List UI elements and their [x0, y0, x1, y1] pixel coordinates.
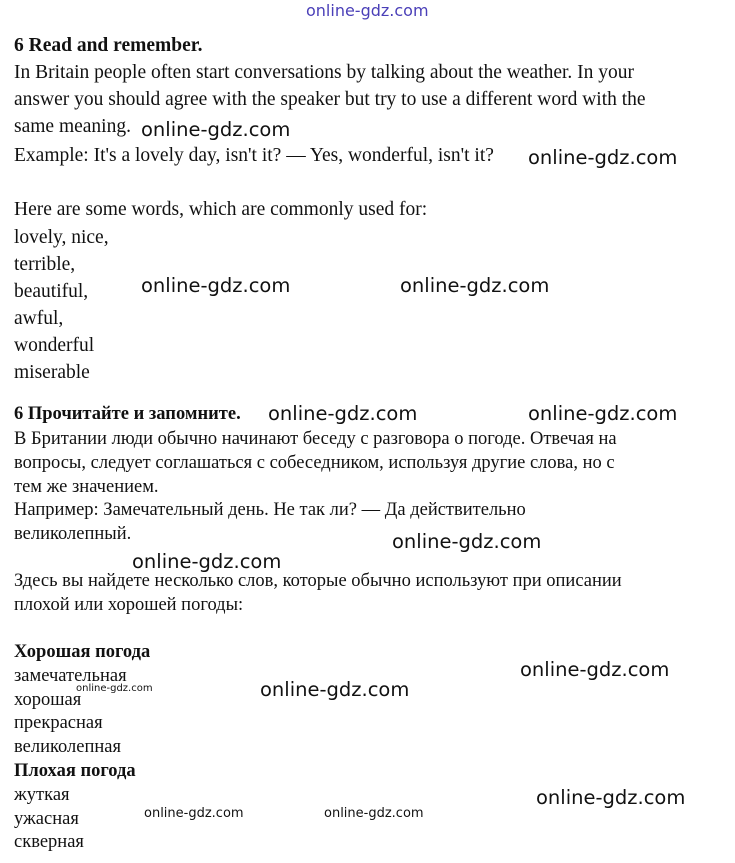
watermark: online-gdz.com: [132, 550, 282, 573]
english-word: awful,: [14, 308, 64, 329]
watermark: online-gdz.com: [141, 274, 291, 297]
watermark: online-gdz.com: [141, 118, 291, 141]
watermark: online-gdz.com: [520, 658, 670, 681]
watermark: online-gdz.com: [536, 786, 686, 809]
watermark: online-gdz.com: [268, 402, 418, 425]
good-weather-word: замечательная: [14, 666, 127, 686]
russian-intro-line: тем же значением.: [14, 477, 159, 497]
english-intro-line: same meaning.: [14, 116, 131, 137]
watermark: online-gdz.com: [528, 146, 678, 169]
russian-example-line: Например: Замечательный день. Не так ли? — Да действительно: [14, 500, 526, 520]
english-heading: 6 Read and remember.: [14, 35, 203, 56]
english-intro-line: answer you should agree with the speaker but try to use a different word with the: [14, 89, 646, 110]
bad-weather-word: жуткая: [14, 785, 70, 805]
bad-weather-word: ужасная: [14, 809, 79, 829]
english-word: beautiful,: [14, 281, 89, 302]
english-word: lovely, nice,: [14, 227, 109, 248]
bad-weather-heading: Плохая погода: [14, 761, 136, 781]
watermark: online-gdz.com: [76, 683, 153, 694]
english-word: wonderful: [14, 335, 95, 356]
good-weather-word: хорошая: [14, 690, 82, 710]
watermark: online-gdz.com: [260, 678, 410, 701]
watermark: online-gdz.com: [392, 530, 542, 553]
english-example: Example: It's a lovely day, isn't it? — Yes, wonderful, isn't it?: [14, 145, 494, 166]
good-weather-word: прекрасная: [14, 713, 103, 733]
watermark: online-gdz.com: [400, 274, 550, 297]
russian-words-intro-line: Здесь вы найдете несколько слов, которые обычно используют при описании: [14, 571, 622, 591]
english-word: terrible,: [14, 254, 76, 275]
good-weather-word: великолепная: [14, 737, 121, 757]
english-intro-line: In Britain people often start conversations by talking about the weather. In your: [14, 62, 635, 83]
watermark: online-gdz.com: [528, 402, 678, 425]
watermark: online-gdz.com: [324, 806, 424, 821]
russian-heading: 6 Прочитайте и запомните.: [14, 404, 241, 424]
russian-intro-line: вопросы, следует соглашаться с собеседником, используя другие слова, но с: [14, 453, 615, 473]
english-word: miserable: [14, 362, 90, 383]
good-weather-heading: Хорошая погода: [14, 642, 151, 662]
bad-weather-word: скверная: [14, 832, 84, 852]
russian-intro-line: В Британии люди обычно начинают беседу с разговора о погоде. Отвечая на: [14, 429, 617, 449]
russian-words-intro-line: плохой или хорошей погоды:: [14, 595, 244, 615]
watermark: online-gdz.com: [144, 806, 244, 821]
header-watermark: online-gdz.com: [306, 1, 429, 20]
russian-example-line: великолепный.: [14, 524, 132, 544]
english-words-intro: Here are some words, which are commonly used for:: [14, 199, 428, 220]
